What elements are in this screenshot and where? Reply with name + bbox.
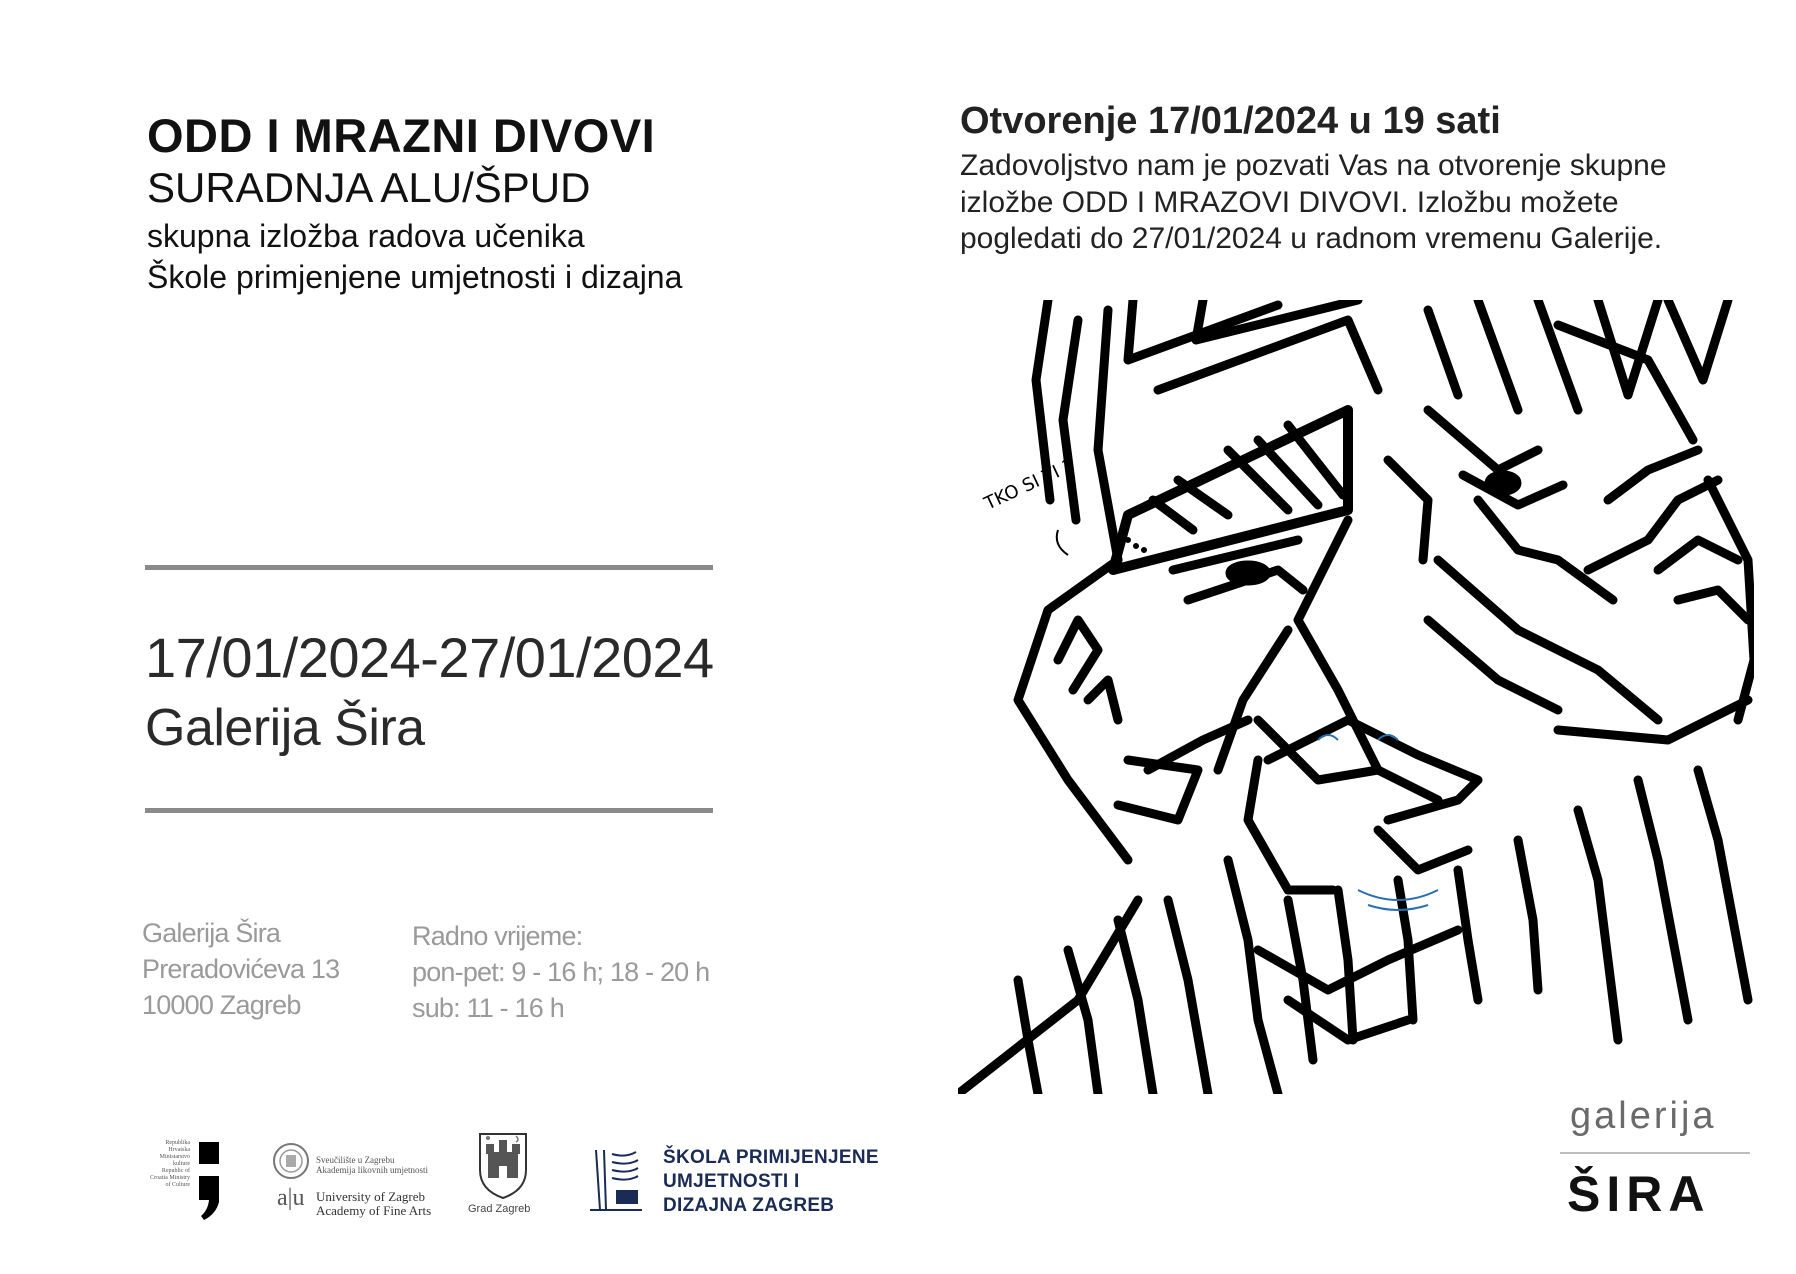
spud-line: DIZAJNA ZAGREB (663, 1195, 835, 1216)
gallery-logo-divider (1560, 1152, 1750, 1154)
bottom-divider (145, 808, 713, 813)
face-drawing (958, 300, 1754, 1094)
gallery-logo-big: ŠIRA (1567, 1166, 1711, 1222)
address-line: Preradovićeva 13 (142, 954, 340, 984)
hours-weekdays: pon-pet: 9 - 16 h; 18 - 20 h (412, 957, 710, 987)
hours-label: Radno vrijeme: (412, 921, 583, 951)
exhibition-description-line1: skupna izložba radova učenika (147, 218, 585, 254)
exhibition-dates: 17/01/2024-27/01/2024 (145, 626, 714, 689)
spud-line: UMJETNOSTI I (663, 1171, 800, 1192)
ministry-logo (150, 1140, 190, 1189)
hours-saturday: sub: 11 - 16 h (412, 993, 564, 1023)
alu-line: Academy of Fine Arts (316, 1203, 432, 1218)
gallery-logo-small: galerija (1570, 1095, 1717, 1137)
ministry-semicolon-icon (196, 1142, 222, 1220)
top-divider (145, 565, 713, 570)
alu-line: Akademija likovnih umjetnosti (316, 1165, 428, 1175)
exhibition-venue: Galerija Šira (145, 699, 425, 757)
university-seal-icon (272, 1142, 310, 1180)
alu-line: University of Zagreb (316, 1189, 426, 1204)
alu-text-bottom (316, 1190, 431, 1218)
address-line: Galerija Šira (142, 918, 281, 948)
exhibition-description-line2: Škole primjenjene umjetnosti i dizajna (147, 259, 683, 295)
address-line: 10000 Zagreb (142, 990, 301, 1020)
hours-block (412, 918, 709, 1026)
spud-logo-text (663, 1146, 879, 1218)
opening-body: Zadovoljstvo nam je pozvati Vas na otvorenje skupne izložbe ODD I MRAZOVI DIVOVI. Izložbu možete pogledati do 27/01/2024 u radnom vremenu Galerije. (960, 149, 1667, 255)
alu-text-top (316, 1155, 428, 1175)
ministry-logo-text: Republika Hrvatska Ministarstvo kulture Republic of Croatia Ministry of Culture (150, 1140, 190, 1188)
zagreb-coat-of-arms-icon (476, 1130, 530, 1200)
zagreb-label: Grad Zagreb (468, 1203, 531, 1215)
alu-line: Sveučilište u Zagrebu (316, 1155, 395, 1165)
opening-heading: Otvorenje 17/01/2024 u 19 sati (960, 100, 1501, 142)
exhibition-subtitle: SURADNJA ALU/ŠPUD (147, 164, 591, 211)
alu-monogram-icon: a|u (277, 1185, 305, 1211)
address-block (142, 915, 339, 1023)
speech-text: TKO SI TI ? (981, 455, 1077, 515)
exhibition-title: ODD I MRAZNI DIVOVI (147, 109, 656, 162)
spud-logo-icon (586, 1146, 644, 1214)
spud-line: ŠKOLA PRIMIJENJENE (663, 1147, 879, 1168)
